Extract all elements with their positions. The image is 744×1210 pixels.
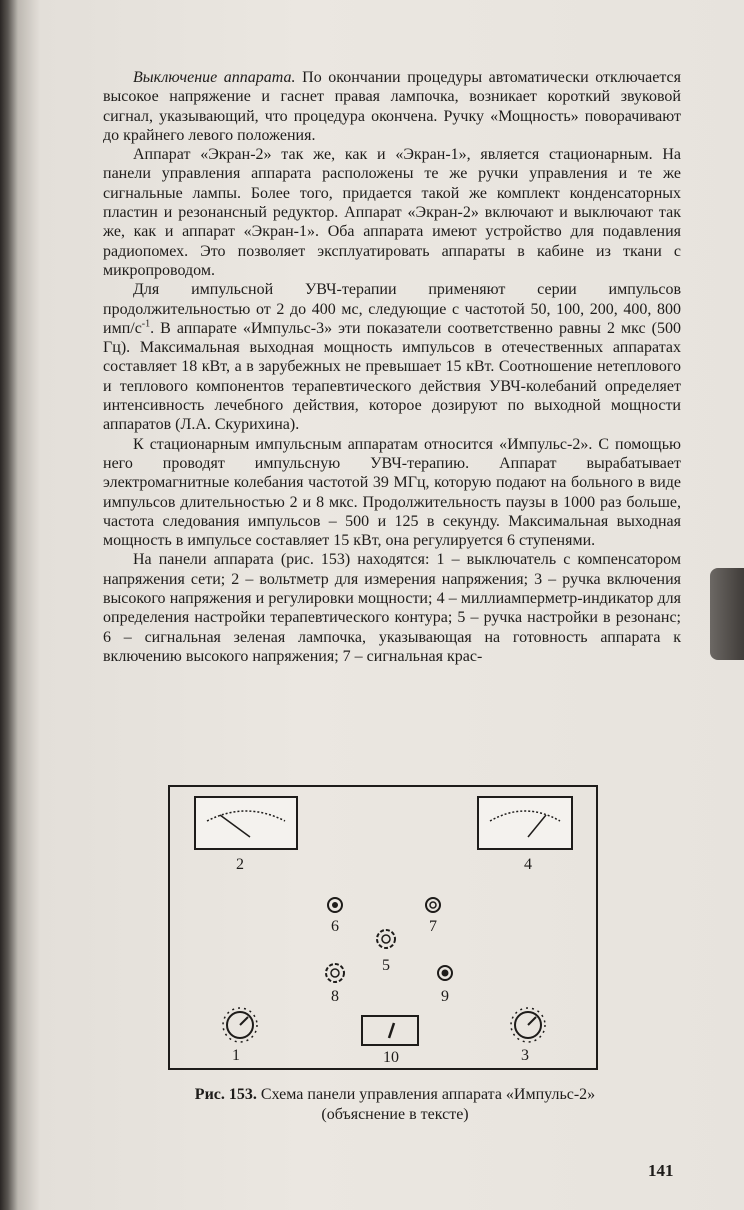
power-regulator-dial-icon bbox=[511, 1008, 545, 1042]
label-10: 10 bbox=[383, 1049, 399, 1066]
red-lamp-icon bbox=[426, 898, 440, 912]
green-lamp-icon bbox=[328, 898, 342, 912]
label-8: 8 bbox=[331, 988, 339, 1005]
paragraph-lead: Выключение аппарата. bbox=[133, 69, 296, 86]
label-4: 4 bbox=[524, 856, 532, 873]
label-1: 1 bbox=[232, 1047, 240, 1064]
label-9: 9 bbox=[441, 988, 449, 1005]
paragraph-1 bbox=[103, 68, 681, 145]
thumb-index-tab bbox=[710, 568, 744, 660]
superscript: -1 bbox=[141, 318, 151, 330]
milliammeter-icon bbox=[478, 797, 572, 849]
label-6: 6 bbox=[331, 918, 339, 935]
paragraph-2: Аппарат «Экран-2» так же, как и «Экран-1», является стационарным. На панели управления аппарата расположены те же ручки управления и те же сигнальные лампы. Более того, придается такой же комплект конденсаторных пластин и резонансный редуктор. Аппарат «Экран-2» включают и выключают так же, как и аппарат «Экран-1». Оба аппарата имеют устройство для подавления радиопомех. Это позволяет эксплуатировать аппараты в кабине из ткани с микропроводом. bbox=[103, 146, 681, 279]
control-panel-diagram bbox=[168, 785, 598, 1070]
paragraph-text: По окончании процедуры автоматически отключается высокое напряжение и гаснет правая лампочка, возникает короткий звуковой сигнал, указывающий, что процедура окончена. Ручку «Мощность» поворачивают до крайнего левого положения. bbox=[103, 69, 682, 144]
knob-8-icon bbox=[326, 964, 344, 982]
paragraph-text: . В аппарате «Импульс-3» эти показатели соответственно равны 2 мкс (500 Гц). Максимальная выходная мощность импульсов в отечественных аппаратах составляет 18 кВт, а в зарубежных не превышает 15 кВт. Соотношение нетеплового и теплового компонентов терапевтического действия УВЧ-колебаний определяет интенсивность лечебного действия, которое дозируют по выходной мощности аппаратов (Л.А. Скурихина). bbox=[103, 319, 681, 434]
label-2: 2 bbox=[236, 856, 244, 873]
lamp-9-icon bbox=[438, 966, 452, 980]
figure-caption bbox=[110, 1085, 680, 1125]
paragraph-3 bbox=[103, 280, 681, 434]
caption-line-2: (объяснение в тексте) bbox=[321, 1106, 469, 1123]
label-7: 7 bbox=[429, 918, 437, 935]
page-number: 141 bbox=[648, 1161, 674, 1180]
paragraph-5: На панели аппарата (рис. 153) находятся: 1 – выключатель с компенсатором напряжения сети; 2 – вольтметр для измерения напряжения; 3 – ручка включения высокого напряжения и регулировки мощности; 4 – миллиамперметр-индикатор для определения настройки терапевтического контура; 5 – ручка настройки в резонанс; 6 – сигнальная зеленая лампочка, указывающая на готовность аппарата к включению высокого напряжения; 7 – сигнальная крас- bbox=[103, 551, 681, 665]
body-text bbox=[103, 68, 681, 666]
label-3: 3 bbox=[521, 1047, 529, 1064]
caption-text: Схема панели управления аппарата «Импульс-2» bbox=[256, 1086, 596, 1103]
voltmeter-icon bbox=[195, 797, 297, 849]
resonance-knob-icon bbox=[377, 930, 395, 948]
indicator-10-icon bbox=[362, 1016, 418, 1045]
paragraph-4: К стационарным импульсным аппаратам относится «Импульс-2». С помощью него проводят импульсную УВЧ-терапию. Аппарат вырабатывает электромагнитные колебания частотой 39 МГц, которую подают на больного в виде импульсов длительностью 2 и 8 мкс. Продолжительность паузы в 1000 раз больше, частота следования импульсов – 500 и 125 в секунду. Максимальная выходная мощность в импульсе составляет 15 кВт, она регулируется 6 ступенями. bbox=[103, 435, 681, 550]
power-switch-dial-icon bbox=[223, 1008, 257, 1042]
caption-line-1 bbox=[110, 1085, 680, 1105]
paragraph-text: Для импульсной УВЧ-терапии применяют серии импульсов продолжительностью от 2 до 400 мс, следующие с частотой 50, 100, 200, 400, 800 имп/с bbox=[103, 281, 681, 337]
label-5: 5 bbox=[382, 957, 390, 974]
caption-label: Рис. 153. bbox=[194, 1086, 257, 1103]
